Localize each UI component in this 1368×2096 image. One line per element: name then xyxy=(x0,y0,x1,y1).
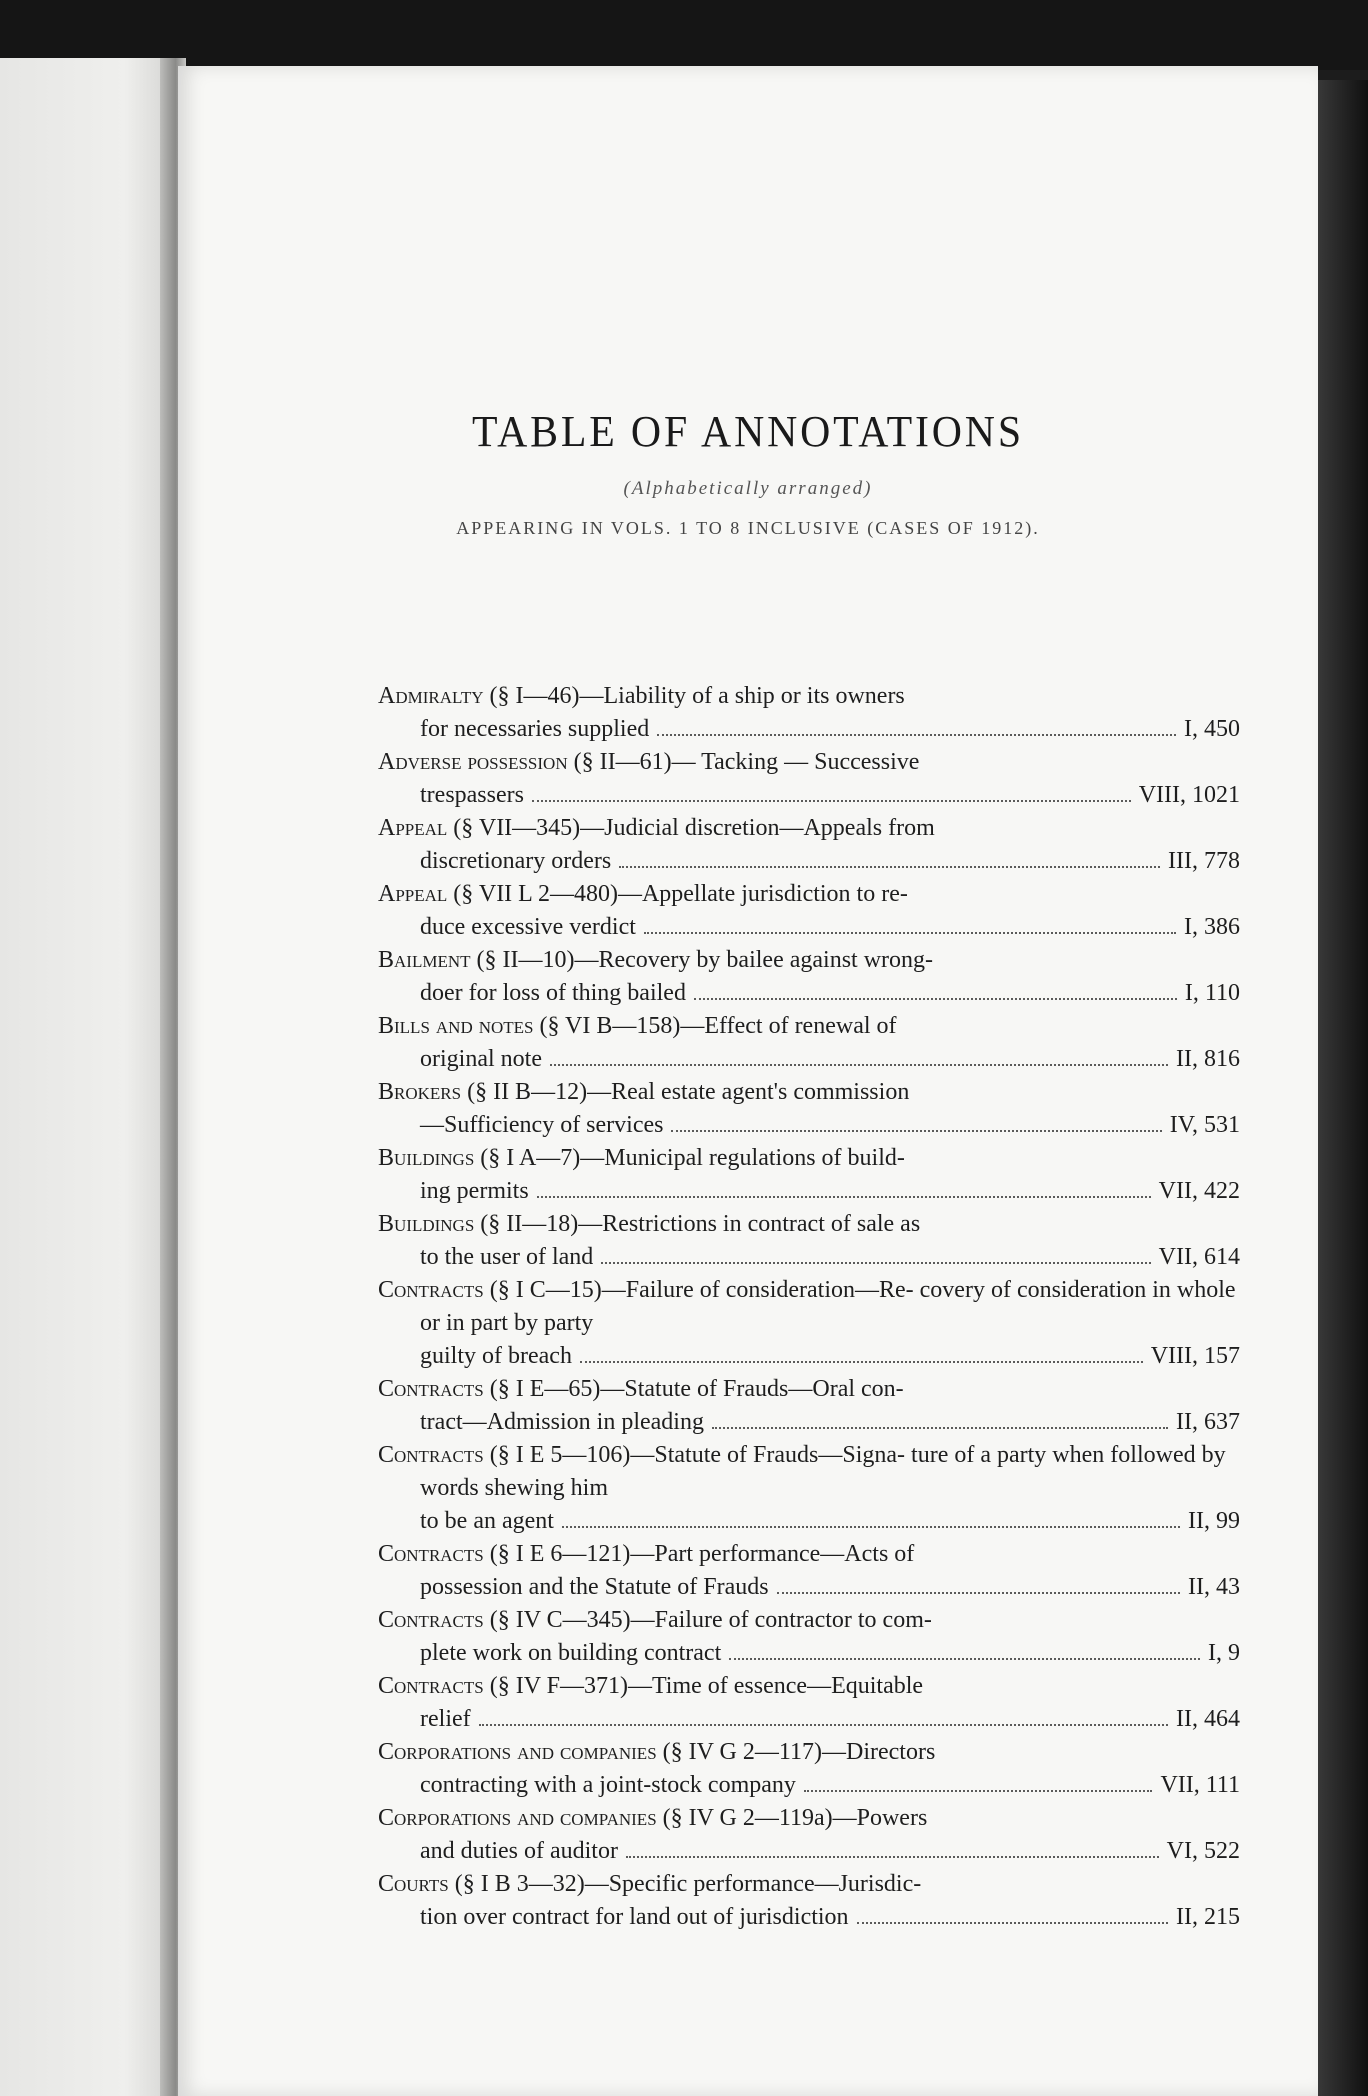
volume-page-reference: VII, 422 xyxy=(1158,1178,1240,1204)
entry-last-line xyxy=(420,1340,1240,1373)
entry-text: —Failure of consideration—Re- covery of consideration in whole or in part by party xyxy=(420,1277,1236,1336)
entry-section: (§ IV F—371) xyxy=(489,1673,628,1699)
entry-heading xyxy=(378,881,908,907)
entry-last-line xyxy=(420,1043,1240,1076)
dot-leader xyxy=(712,1427,1168,1429)
entry-text: —Statute of Frauds—Oral con- xyxy=(600,1376,904,1402)
dot-leader xyxy=(644,932,1176,934)
entry-last-line xyxy=(420,1571,1240,1604)
dot-leader xyxy=(479,1724,1168,1726)
entry-heading xyxy=(378,1277,1236,1336)
entry-text: —Powers xyxy=(832,1805,928,1831)
entry-last-line xyxy=(420,977,1240,1010)
entry-section: (§ I—46) xyxy=(489,683,580,709)
entry-last-line xyxy=(420,1637,1240,1670)
entry-last-text: discretionary orders xyxy=(420,848,612,874)
volume-page-reference: VIII, 157 xyxy=(1150,1343,1240,1369)
entry-last-line xyxy=(420,1109,1240,1142)
entry-last-text: original note xyxy=(420,1046,542,1072)
entry-last-text: guilty of breach xyxy=(420,1343,572,1369)
entry-last-line xyxy=(420,1241,1240,1274)
entry-section: (§ I C—15) xyxy=(489,1277,602,1303)
entry-topic: Buildings xyxy=(378,1145,475,1171)
entry-last-text: relief xyxy=(420,1706,471,1732)
annotation-entry xyxy=(378,1868,1240,1934)
dot-leader xyxy=(562,1526,1180,1528)
entry-last-line xyxy=(420,1835,1240,1868)
entry-last-text: and duties of auditor xyxy=(420,1838,618,1864)
dot-leader xyxy=(694,998,1177,1000)
dot-leader xyxy=(532,800,1131,802)
volume-page-reference: II, 464 xyxy=(1176,1706,1240,1732)
entry-section: (§ II B—12) xyxy=(467,1079,588,1105)
annotation-entry xyxy=(378,746,1240,812)
entry-last-line xyxy=(420,1769,1240,1802)
entry-section: (§ II—10) xyxy=(476,947,575,973)
scan-right-edge xyxy=(1316,80,1368,2096)
entry-last-line xyxy=(420,845,1240,878)
volume-page-reference: II, 637 xyxy=(1176,1409,1240,1435)
annotation-entry xyxy=(378,1604,1240,1670)
entry-last-line xyxy=(420,713,1240,746)
entry-heading xyxy=(378,1376,904,1402)
annotation-entry xyxy=(378,1142,1240,1208)
entry-last-text: trespassers xyxy=(420,782,524,808)
entry-last-line xyxy=(420,779,1240,812)
dot-leader xyxy=(671,1130,1161,1132)
annotation-entry xyxy=(378,1670,1240,1736)
annotation-entry xyxy=(378,944,1240,1010)
entry-section: (§ IV G 2—117) xyxy=(662,1739,822,1765)
entry-heading xyxy=(378,1079,909,1105)
page-subtitle: (Alphabetically arranged) xyxy=(623,478,873,499)
entry-topic: Brokers xyxy=(378,1079,462,1105)
entry-topic: Contracts xyxy=(378,1277,484,1303)
entry-last-text: tion over contract for land out of jurisdiction xyxy=(420,1904,849,1930)
entry-heading xyxy=(378,1442,1226,1501)
annotation-entry xyxy=(378,680,1240,746)
entry-topic: Bills and notes xyxy=(378,1013,534,1039)
entry-last-line xyxy=(420,911,1240,944)
entry-section: (§ II—18) xyxy=(480,1211,579,1237)
entry-text: —Recovery by bailee against wrong- xyxy=(574,947,934,973)
dot-leader xyxy=(729,1658,1200,1660)
entry-heading xyxy=(378,815,935,841)
entry-last-line xyxy=(420,1703,1240,1736)
entry-text: —Municipal regulations of build- xyxy=(580,1145,905,1171)
entry-topic: Contracts xyxy=(378,1541,484,1567)
entry-last-text: duce excessive verdict xyxy=(420,914,636,940)
entry-text: —Effect of renewal of xyxy=(680,1013,897,1039)
entry-section: (§ II—61) xyxy=(573,749,672,775)
entry-heading xyxy=(378,1805,927,1831)
volume-page-reference: I, 450 xyxy=(1184,716,1240,742)
entry-section: (§ IV G 2—119a) xyxy=(662,1805,833,1831)
entry-text: —Part performance—Acts of xyxy=(630,1541,915,1567)
volume-page-reference: VIII, 1021 xyxy=(1138,782,1240,808)
dot-leader xyxy=(580,1361,1143,1363)
entry-heading xyxy=(378,1673,923,1699)
entry-heading xyxy=(378,1211,920,1237)
entry-last-text: possession and the Statute of Frauds xyxy=(420,1574,769,1600)
annotation-entry xyxy=(378,1010,1240,1076)
entry-heading xyxy=(378,1145,905,1171)
entry-topic: Bailment xyxy=(378,947,471,973)
annotation-entry xyxy=(378,878,1240,944)
entry-section: (§ IV C—345) xyxy=(489,1607,631,1633)
scan-background xyxy=(0,0,1368,70)
entry-topic: Contracts xyxy=(378,1673,484,1699)
annotation-entry xyxy=(378,1439,1240,1538)
volume-page-reference: VI, 522 xyxy=(1166,1838,1240,1864)
annotation-entry xyxy=(378,1538,1240,1604)
entry-topic: Contracts xyxy=(378,1376,484,1402)
entry-text: —Statute of Frauds—Signa- ture of a party when followed by words shewing him xyxy=(420,1442,1226,1501)
entry-text: —Appellate jurisdiction to re- xyxy=(617,881,908,907)
document-page xyxy=(178,66,1318,2096)
volume-page-reference: II, 43 xyxy=(1188,1574,1240,1600)
entry-last-text: doer for loss of thing bailed xyxy=(420,980,686,1006)
entry-section: (§ VII—345) xyxy=(453,815,581,841)
entry-text: —Specific performance—Jurisdic- xyxy=(584,1871,922,1897)
dot-leader xyxy=(601,1262,1150,1264)
entry-last-text: —Sufficiency of services xyxy=(420,1112,664,1138)
entry-section: (§ I E 5—106) xyxy=(489,1442,631,1468)
entry-last-text: tract—Admission in pleading xyxy=(420,1409,704,1435)
entry-heading xyxy=(378,1541,914,1567)
entry-topic: Contracts xyxy=(378,1442,484,1468)
entry-heading xyxy=(378,947,933,973)
entry-section: (§ I E—65) xyxy=(489,1376,601,1402)
entry-topic: Appeal xyxy=(378,815,448,841)
entry-heading xyxy=(378,749,919,775)
facing-page-edge xyxy=(0,58,178,2096)
entry-last-line xyxy=(420,1406,1240,1439)
entry-heading xyxy=(378,683,905,709)
entry-text: —Real estate agent's commission xyxy=(587,1079,910,1105)
annotation-entry xyxy=(378,812,1240,878)
entry-text: —Time of essence—Equitable xyxy=(627,1673,924,1699)
dot-leader xyxy=(550,1064,1168,1066)
entry-text: —Failure of contractor to com- xyxy=(630,1607,932,1633)
entry-section: (§ I E 6—121) xyxy=(489,1541,631,1567)
dot-leader xyxy=(657,734,1176,736)
entry-section: (§ VI B—158) xyxy=(539,1013,681,1039)
entry-topic: Courts xyxy=(378,1871,449,1897)
volume-page-reference: I, 386 xyxy=(1184,914,1240,940)
entry-last-text: to the user of land xyxy=(420,1244,594,1270)
volume-page-reference: I, 9 xyxy=(1208,1640,1240,1666)
entry-last-text: plete work on building contract xyxy=(420,1640,722,1666)
entry-topic: Admiralty xyxy=(378,683,484,709)
entry-section: (§ VII L 2—480) xyxy=(453,881,618,907)
entry-heading xyxy=(378,1013,897,1039)
entry-text: — Tacking — Successive xyxy=(671,749,920,775)
entry-text: —Liability of a ship or its owners xyxy=(579,683,905,709)
annotation-entry xyxy=(378,1274,1240,1373)
entry-last-line xyxy=(420,1505,1240,1538)
volume-page-reference: IV, 531 xyxy=(1169,1112,1240,1138)
entry-heading xyxy=(378,1739,935,1765)
entry-topic: Corporations and companies xyxy=(378,1739,657,1765)
entry-last-text: contracting with a joint-stock company xyxy=(420,1772,796,1798)
entry-topic: Buildings xyxy=(378,1211,475,1237)
entry-last-text: ing permits xyxy=(420,1178,529,1204)
entry-topic: Adverse possession xyxy=(378,749,568,775)
entry-topic: Corporations and companies xyxy=(378,1805,657,1831)
volume-page-reference: II, 215 xyxy=(1176,1904,1240,1930)
annotation-entry xyxy=(378,1208,1240,1274)
annotation-entry xyxy=(378,1736,1240,1802)
volume-page-reference: II, 816 xyxy=(1176,1046,1240,1072)
entry-last-line xyxy=(420,1175,1240,1208)
annotation-list xyxy=(378,680,1240,1934)
page-title: TABLE OF ANNOTATIONS xyxy=(472,407,1024,456)
entry-text: —Judicial discretion—Appeals from xyxy=(580,815,935,841)
dot-leader xyxy=(777,1592,1180,1594)
dot-leader xyxy=(804,1790,1153,1792)
entry-section: (§ I B 3—32) xyxy=(454,1871,585,1897)
dot-leader xyxy=(537,1196,1151,1198)
annotation-entry xyxy=(378,1373,1240,1439)
volume-page-reference: VII, 111 xyxy=(1160,1772,1240,1798)
entry-heading xyxy=(378,1607,932,1633)
annotation-entry xyxy=(378,1076,1240,1142)
entry-text: —Restrictions in contract of sale as xyxy=(578,1211,921,1237)
entry-topic: Contracts xyxy=(378,1607,484,1633)
entry-last-line xyxy=(420,1901,1240,1934)
volume-range-note: APPEARING IN VOLS. 1 TO 8 INCLUSIVE (CASES OF 1912). xyxy=(456,518,1040,538)
volume-page-reference: II, 99 xyxy=(1188,1508,1240,1534)
dot-leader xyxy=(626,1856,1159,1858)
entry-topic: Appeal xyxy=(378,881,448,907)
annotation-entry xyxy=(378,1802,1240,1868)
entry-last-text: to be an agent xyxy=(420,1508,554,1534)
entry-text: —Directors xyxy=(821,1739,936,1765)
volume-page-reference: III, 778 xyxy=(1168,848,1240,874)
entry-last-text: for necessaries supplied xyxy=(420,716,650,742)
volume-page-reference: VII, 614 xyxy=(1158,1244,1240,1270)
volume-page-reference: I, 110 xyxy=(1184,980,1240,1006)
entry-heading xyxy=(378,1871,921,1897)
dot-leader xyxy=(857,1922,1168,1924)
dot-leader xyxy=(619,866,1160,868)
entry-section: (§ I A—7) xyxy=(480,1145,581,1171)
